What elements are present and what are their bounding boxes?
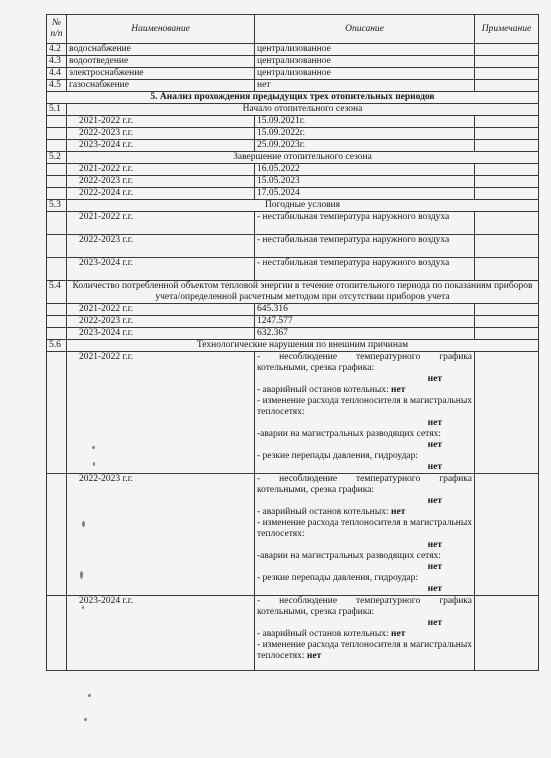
row-year: 2021-2022 г.г. bbox=[67, 116, 255, 128]
row-year: 2021-2022 г.г. bbox=[67, 304, 255, 316]
analysis-table bbox=[46, 14, 539, 671]
row-value: 1247.577 bbox=[255, 316, 475, 328]
row-value: 645.316 bbox=[255, 304, 475, 316]
table-row bbox=[47, 116, 539, 128]
row-year: 2023-2024 г.г. bbox=[67, 596, 255, 671]
row-desc: нет bbox=[255, 80, 475, 92]
row-value: 25.09.2023г. bbox=[255, 140, 475, 152]
row-year: 2021-2022 г.г. bbox=[67, 212, 255, 235]
table-row bbox=[47, 176, 539, 188]
table-row bbox=[47, 304, 539, 316]
row-note bbox=[475, 68, 539, 80]
subsection-num: 5.2 bbox=[47, 152, 67, 164]
row-note bbox=[475, 80, 539, 92]
row-name: газоснабжение bbox=[67, 80, 255, 92]
row-year: 2023-2024 г.г. bbox=[67, 258, 255, 281]
subsection-row bbox=[47, 340, 539, 352]
table-header-row bbox=[47, 15, 539, 44]
table-row bbox=[47, 68, 539, 80]
subsection-row bbox=[47, 200, 539, 212]
row-num: 4.5 bbox=[47, 80, 67, 92]
row-value: 17.05.2024 bbox=[255, 188, 475, 200]
scan-speck bbox=[88, 694, 91, 697]
header-desc: Описание bbox=[255, 15, 475, 44]
table-row bbox=[47, 164, 539, 176]
row-value: 15.05.2023 bbox=[255, 176, 475, 188]
table-row bbox=[47, 328, 539, 340]
row-year: 2022-2023 г.г. bbox=[67, 235, 255, 258]
subsection-title: Технологические нарушения по внешним причинам bbox=[67, 340, 539, 352]
table-row bbox=[47, 140, 539, 152]
row-desc: централизованное bbox=[255, 44, 475, 56]
row-name: водоснабжение bbox=[67, 44, 255, 56]
scan-speck bbox=[82, 606, 84, 609]
table-row bbox=[47, 56, 539, 68]
scan-speck bbox=[92, 446, 95, 449]
row-year: 2022-2023 г.г. bbox=[67, 128, 255, 140]
table-row bbox=[47, 258, 539, 281]
table-row bbox=[47, 128, 539, 140]
table-row bbox=[47, 316, 539, 328]
table-row bbox=[47, 596, 539, 671]
table-row bbox=[47, 474, 539, 596]
row-value: 632.367 bbox=[255, 328, 475, 340]
scan-speck bbox=[80, 571, 83, 579]
row-year: 2022-2024 г.г. bbox=[67, 188, 255, 200]
row-year: 2022-2023 г.г. bbox=[67, 176, 255, 188]
subsection-num: 5.1 bbox=[47, 104, 67, 116]
row-year: 2022-2023 г.г. bbox=[67, 316, 255, 328]
violations-cell: - несоблюдение температурного графика котельными, срезка графика: нет - аварийный останов котельных: нет - изменение расхода теплоносителя в магистральных теплосетях: нет -аварии на магистральных разводящих сетях: нет - резкие перепады давления, гидроудар: нет bbox=[255, 474, 475, 596]
row-note bbox=[475, 56, 539, 68]
subsection-row bbox=[47, 281, 539, 304]
header-num: № п/п bbox=[47, 15, 67, 44]
row-desc: централизованное bbox=[255, 68, 475, 80]
subsection-title: Завершение отопительного сезона bbox=[67, 152, 539, 164]
row-num: 4.4 bbox=[47, 68, 67, 80]
table-row bbox=[47, 352, 539, 474]
table-row bbox=[47, 212, 539, 235]
section-title-row bbox=[47, 92, 539, 104]
subsection-title: Начало отопительного сезона bbox=[67, 104, 539, 116]
row-name: водоотведение bbox=[67, 56, 255, 68]
table-row bbox=[47, 80, 539, 92]
row-name: электроснабжение bbox=[67, 68, 255, 80]
row-year: 2021-2022 г.г. bbox=[67, 352, 255, 474]
scan-speck bbox=[82, 521, 85, 527]
violations-cell: - несоблюдение температурного графика котельными, срезка графика: нет - аварийный останов котельных: нет - изменение расхода теплоносителя в магистральных теплосетях: нет bbox=[255, 596, 475, 671]
row-num: 4.3 bbox=[47, 56, 67, 68]
row-num: 4.2 bbox=[47, 44, 67, 56]
row-value: 15.09.2022г. bbox=[255, 128, 475, 140]
table-row bbox=[47, 44, 539, 56]
violations-cell: - несоблюдение температурного графика котельными, срезка графика: нет - аварийный останов котельных: нет - изменение расхода теплоносителя в магистральных теплосетях: нет -аварии на магистральных разводящих сетях: нет - резкие перепады давления, гидроудар: нет bbox=[255, 352, 475, 474]
row-year: 2023-2024 г.г. bbox=[67, 328, 255, 340]
row-value: - нестабильная температура наружного воздуха bbox=[255, 258, 475, 281]
row-desc: централизованное bbox=[255, 56, 475, 68]
row-value: 15.09.2021г. bbox=[255, 116, 475, 128]
row-note bbox=[475, 44, 539, 56]
row-value: - нестабильная температура наружного воздуха bbox=[255, 212, 475, 235]
subsection-num: 5.4 bbox=[47, 281, 67, 304]
scan-speck bbox=[84, 718, 87, 721]
subsection-title: Погодные условия bbox=[67, 200, 539, 212]
section5-title: 5. Анализ прохождения предыдущих трех отопительных периодов bbox=[47, 92, 539, 104]
subsection-num: 5.3 bbox=[47, 200, 67, 212]
table-row bbox=[47, 188, 539, 200]
subsection-row bbox=[47, 152, 539, 164]
header-note: Примечание bbox=[475, 15, 539, 44]
row-year: 2023-2024 г.г. bbox=[67, 140, 255, 152]
row-year: 2021-2022 г.г. bbox=[67, 164, 255, 176]
subsection-title: Количество потребленной объектом тепловой энергии в течение отопительного периода по показаниям приборов учета/определенной расчетным методом при отсутствии приборов учета bbox=[67, 281, 539, 304]
row-value: 16.05.2022 bbox=[255, 164, 475, 176]
subsection-row bbox=[47, 104, 539, 116]
subsection-num: 5.6 bbox=[47, 340, 67, 352]
row-year: 2022-2023 г.г. bbox=[67, 474, 255, 596]
scan-speck bbox=[93, 462, 95, 466]
row-value: - нестабильная температура наружного воздуха bbox=[255, 235, 475, 258]
table-row bbox=[47, 235, 539, 258]
header-name: Наименование bbox=[67, 15, 255, 44]
